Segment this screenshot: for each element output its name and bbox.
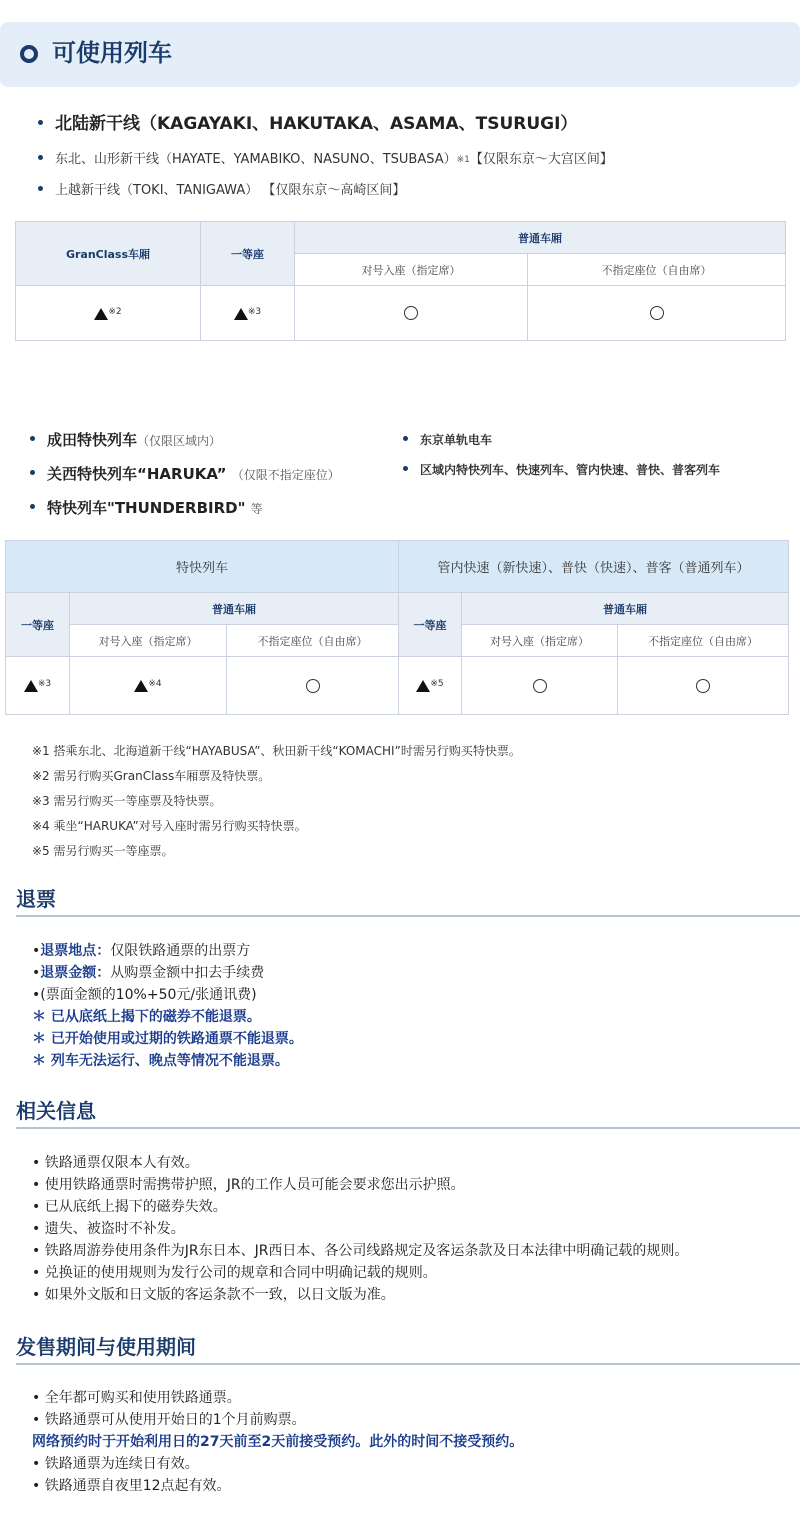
- header-ordinary: 普通车厢: [462, 593, 789, 625]
- train-item: [38, 115, 577, 133]
- seat-table-limited-express: [5, 540, 789, 715]
- range-text: 【仅限东京～高崎区间】: [262, 183, 406, 198]
- footnote: ※4 乘坐“HARUKA”对号入座时需另行购买特快票。: [32, 819, 307, 833]
- bullet-icon: [38, 120, 43, 125]
- cell-reserved: [295, 286, 528, 341]
- circle-mark-icon: [404, 306, 418, 320]
- footnote-mark: ※2: [108, 306, 122, 317]
- info-line: • 已从底纸上揭下的磁券失效。: [32, 1199, 227, 1215]
- period-title: 发售期间与使用期间: [16, 1335, 196, 1359]
- triangle-icon: [24, 680, 38, 692]
- train-note: （仅限区域内）: [137, 434, 222, 448]
- header-reserved: 对号入座（指定席）: [462, 625, 618, 657]
- header-first-class: 一等座: [399, 593, 462, 657]
- train-note: 等: [250, 502, 263, 516]
- section-header: [0, 22, 800, 87]
- footnote: ※2 需另行购买GranClass车厢票及特快票。: [32, 769, 271, 783]
- train-item: [30, 499, 263, 518]
- cell-first-class: [201, 286, 295, 341]
- footnote: ※1 搭乘东北、北海道新干线“HAYABUSA”、秋田新干线“KOMACHI”时需另行购买特快票。: [32, 744, 521, 758]
- train-name: 关西特快列车“HARUKA”: [47, 465, 227, 483]
- refund-line: •退票地点：仅限铁路通票的出票方: [32, 943, 251, 959]
- train-item: [38, 182, 405, 200]
- section-title: 可使用列车: [52, 39, 172, 67]
- bullet-icon: [30, 470, 35, 475]
- period-notice: 网络预约时于开始利用日的27天前至2天前接受预约。此外的时间不接受预约。: [32, 1434, 524, 1450]
- train-name: 东京单轨电车: [420, 433, 493, 447]
- refund-text: 仅限铁路通票的出票方: [110, 943, 251, 959]
- header-non-reserved: 不指定座位（自由席）: [618, 625, 789, 657]
- footnote-mark: ※3: [247, 306, 262, 317]
- cell-non-reserved: [227, 657, 399, 715]
- divider: [16, 915, 800, 917]
- header-first-class: 一等座: [201, 222, 295, 286]
- info-line: • 兑换证的使用规则为发行公司的规章和合同中明确记载的规则。: [32, 1265, 437, 1281]
- period-line: • 铁路通票为连续日有效。: [32, 1456, 199, 1472]
- header-limited-express: 特快列车: [6, 541, 399, 593]
- info-line: • 铁路通票仅限本人有效。: [32, 1155, 199, 1171]
- train-item: [30, 431, 221, 450]
- train-item: [38, 151, 613, 169]
- refund-label: 退票地点：: [40, 943, 111, 959]
- refund-warning: ＊ 列车无法运行、晚点等情况不能退票。: [32, 1053, 289, 1069]
- header-non-reserved: 不指定座位（自由席）: [227, 625, 399, 657]
- refund-label: 退票金额：: [40, 965, 111, 981]
- cell-reserved: [70, 657, 227, 715]
- train-note: （仅限不指定座位）: [231, 468, 340, 482]
- circle-icon: [20, 45, 38, 63]
- train-name: 区域内特快列车、快速列车、管内快速、普快、普客列车: [420, 463, 721, 477]
- footnote-mark: ※5: [430, 679, 444, 689]
- bullet-icon: [38, 155, 43, 160]
- train-name: 北陆新干线（KAGAYAKI、HAKUTAKA、ASAMA、TSURUGI）: [55, 114, 578, 134]
- triangle-icon: [94, 308, 108, 320]
- footnote: ※5 需另行购买一等座票。: [32, 844, 174, 858]
- header-reserved: 对号入座（指定席）: [70, 625, 227, 657]
- cell-non-reserved: [618, 657, 789, 715]
- cell-first-class: [399, 657, 462, 715]
- circle-mark-icon: [650, 306, 664, 320]
- header-first-class: 一等座: [6, 593, 70, 657]
- footnote: ※3 需另行购买一等座票及特快票。: [32, 794, 222, 808]
- info-line: • 使用铁路通票时需携带护照，JR的工作人员可能会要求您出示护照。: [32, 1177, 465, 1193]
- train-item: [403, 461, 720, 479]
- seat-table-shinkansen: [15, 221, 786, 341]
- footnote-mark: ※3: [37, 679, 52, 689]
- cell-reserved: [462, 657, 618, 715]
- train-name: 成田特快列车: [47, 431, 138, 449]
- cell-granclass: [16, 286, 201, 341]
- header-ordinary: 普通车厢: [70, 593, 399, 625]
- period-line: • 铁路通票自夜里12点起有效。: [32, 1478, 231, 1494]
- circle-mark-icon: [533, 679, 547, 693]
- info-title: 相关信息: [16, 1099, 96, 1123]
- train-item: [403, 431, 492, 449]
- info-line: • 遗失、被盗时不补发。: [32, 1221, 185, 1237]
- train-name: 上越新干线（TOKI、TANIGAWA）: [55, 183, 259, 198]
- range-text: 【仅限东京～大宫区间】: [469, 152, 613, 167]
- triangle-icon: [134, 680, 148, 692]
- divider: [16, 1363, 800, 1365]
- train-item: [30, 465, 340, 484]
- refund-title: 退票: [16, 887, 56, 911]
- bullet-icon: [38, 186, 43, 191]
- train-name: 东北、山形新干线（HAYATE、YAMABIKO、NASUNO、TSUBASA）: [55, 152, 457, 167]
- bullet-icon: [30, 504, 35, 509]
- header-ordinary: 普通车厢: [295, 222, 786, 254]
- bullet-icon: [403, 466, 408, 471]
- footnote-mark: ※4: [148, 679, 162, 689]
- info-line: • 如果外文版和日文版的客运条款不一致，以日文版为准。: [32, 1287, 395, 1303]
- divider: [16, 1127, 800, 1129]
- bullet-icon: [403, 436, 408, 441]
- refund-warning: ＊ 已从底纸上揭下的磁券不能退票。: [32, 1009, 261, 1025]
- header-local-rapid: 管内快速（新快速）、普快（快速）、普客（普通列车）: [399, 541, 789, 593]
- header-granclass: GranClass车厢: [16, 222, 201, 286]
- triangle-icon: [234, 308, 248, 320]
- refund-warning: ＊ 已开始使用或过期的铁路通票不能退票。: [32, 1031, 303, 1047]
- refund-line: •(票面金额的10%+50元/张通讯费): [32, 987, 257, 1003]
- circle-mark-icon: [306, 679, 320, 693]
- cell-first-class: [6, 657, 70, 715]
- info-line: • 铁路周游券使用条件为JR东日本、JR西日本、各公司线路规定及客运条款及日本法律中明确记载的规则。: [32, 1243, 689, 1259]
- header-reserved: 对号入座（指定席）: [295, 254, 528, 286]
- header-non-reserved: 不指定座位（自由席）: [528, 254, 786, 286]
- triangle-icon: [416, 680, 430, 692]
- bullet-icon: [30, 436, 35, 441]
- circle-mark-icon: [696, 679, 710, 693]
- cell-non-reserved: [528, 286, 786, 341]
- train-name: 特快列车"THUNDERBIRD": [47, 499, 246, 517]
- period-line: • 铁路通票可从使用开始日的1个月前购票。: [32, 1412, 306, 1428]
- period-line: • 全年都可购买和使用铁路通票。: [32, 1390, 241, 1406]
- refund-line: •退票金额：从购票金额中扣去手续费: [32, 965, 265, 981]
- refund-text: 从购票金额中扣去手续费: [110, 965, 265, 981]
- footnote-mark: ※1: [456, 155, 470, 165]
